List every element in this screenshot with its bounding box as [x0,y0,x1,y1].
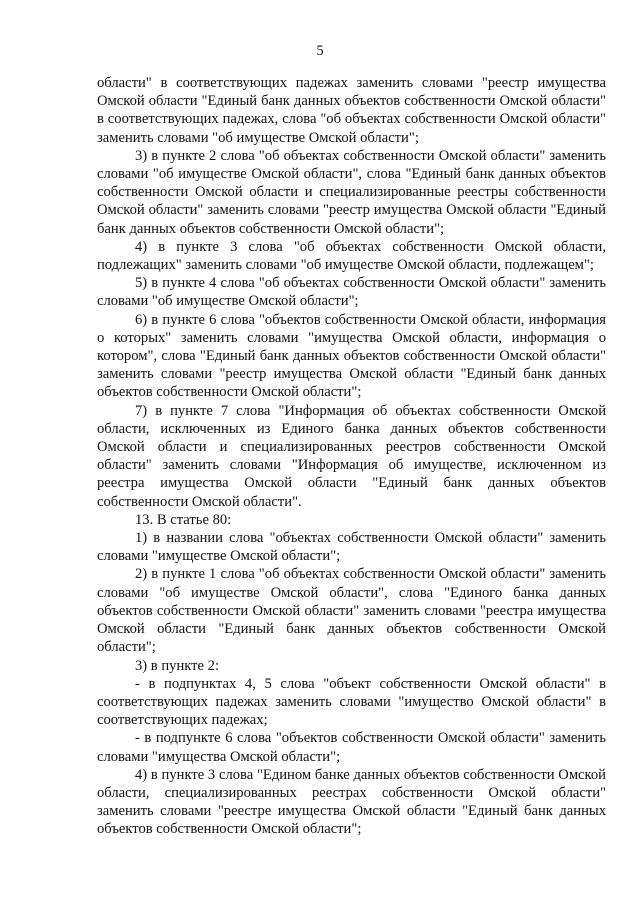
paragraph-section-13: 13. В статье 80: [135,511,232,528]
paragraph-item-5: 5) в пункте 4 слова "об объектах собственности Омской области" заменить словами "об имуществе Омской области"; [97,275,606,310]
paragraph-item-3: 3) в пункте 2 слова "об объектах собственности Омской области" заменить словами "об имуществе Омской области", слова "Единый банк данных объектов собственности Омской области и специализированные реестры собственности Омской области" заменить словами "реестр имущества Омской области "Единый банк данных объектов собственности Омской области"; [97,147,606,237]
paragraph-subitems-4-5: - в подпунктах 4, 5 слова "объект собственности Омской области" в соответствующих падежах заменить словами "имущество Омской области" в соответствующих падежах; [97,675,606,729]
paragraph-article-80-item-3: 3) в пункте 2: [135,657,220,674]
page-number: 5 [316,43,324,59]
paragraph-article-80-item-2: 2) в пункте 1 слова "об объектах собственности Омской области" заменить словами "об имуществе Омской области", слова "Единого банка данных объектов собственности Омской области" заменить словами "реестра имущества Омской области "Единый банк данных объектов собственности Омской области"; [97,566,606,656]
paragraph-article-80-item-4: 4) в пункте 3 слова "Едином банке данных объектов собственности Омской области, специализированных реестрах собственности Омской области" заменить словами "реестре имущества Омской области "Единый банк данных объектов собственности Омской области"; [97,766,606,838]
paragraph-item-6: 6) в пункте 6 слова "объектов собственности Омской области, информация о которых" заменить словами "имущества Омской области, информация о котором", слова "Единый банк данных объектов собственности Омской области" заменить словами "реестр имущества Омской области "Единый банк данных объектов собственности Омской области"; [97,311,606,401]
paragraph-continuation: области" в соответствующих падежах заменить словами "реестр имущества Омской области "Единый банк данных объектов собственности Омской области" в соответствующих падежах, слова "об объектах собственности Омской области" заменить словами "об имуществе Омской области"; [97,75,606,146]
paragraph-item-7: 7) в пункте 7 слова "Информация об объектах собственности Омской области, исключенных из Единого банка данных объектов собственности Омской области и специализированных реестров собственности Омской области" заменить словами "Информация об имуществе, исключенном из реестра имущества Омской области "Единый банк данных объектов собственности Омской области". [97,402,606,510]
paragraph-subitem-6: - в подпункте 6 слова "объектов собственности Омской области" заменить словами "имущества Омской области"; [97,730,606,765]
paragraph-article-80-item-1: 1) в названии слова "объектах собственности Омской области" заменить словами "имуществе Омской области"; [97,530,606,565]
paragraph-item-4: 4) в пункте 3 слова "об объектах собственности Омской области, подлежащих" заменить словами "об имуществе Омской области, подлежащем"; [97,238,606,274]
document-body [97,74,606,839]
